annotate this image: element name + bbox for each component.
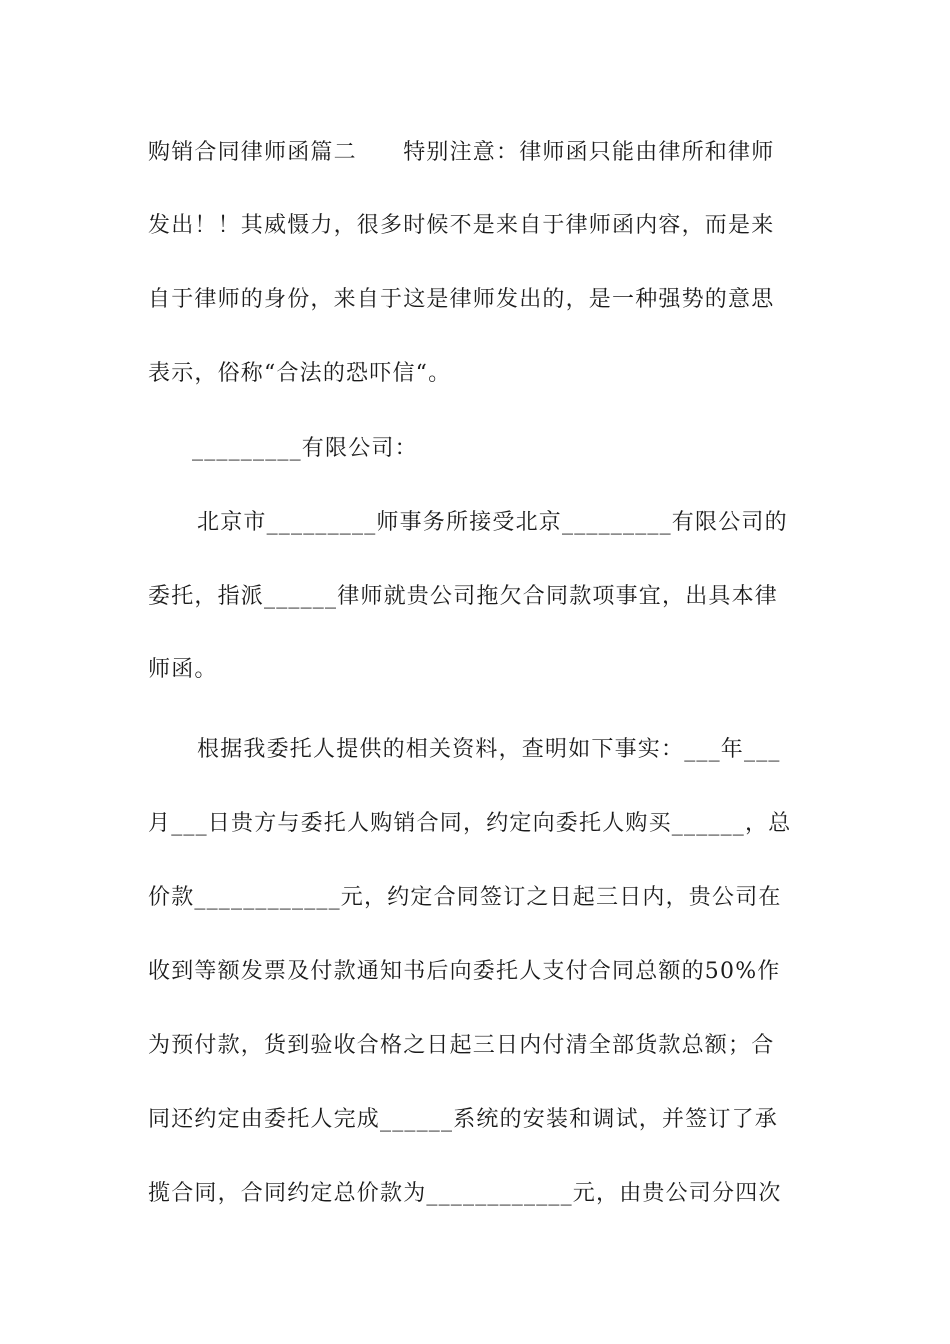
text-line: 价款____________元，约定合同签订之日起三日内，贵公司在 (148, 885, 782, 910)
text-line: 北京市_________师事务所接受北京_________有限公司的 (197, 510, 788, 535)
text-line: 收到等额发票及付款通知书后向委托人支付合同总额的50%作 (148, 959, 781, 984)
text-line: 同还约定由委托人完成______系统的安装和调试，并签订了承 (148, 1107, 779, 1132)
text-line: 委托，指派______律师就贵公司拖欠合同款项事宜，出具本律 (148, 584, 779, 609)
text-line: 师函。 (148, 657, 218, 682)
text-line: 揽合同，合同约定总价款为____________元，由贵公司分四次 (148, 1181, 782, 1206)
addressee-line: _________有限公司： (192, 436, 418, 461)
text-line: 月___日贵方与委托人购销合同，约定向委托人购买______，总 (148, 811, 792, 836)
text-line: 自于律师的身份，来自于这是律师发出的，是一种强势的意思 (148, 287, 775, 312)
text-line-title: 购销合同律师函篇二 特别注意：律师函只能由律所和律师 (148, 140, 775, 165)
text-line: 根据我委托人提供的相关资料，查明如下事实：___年___ (197, 737, 781, 762)
text-line: 表示，俗称“合法的恐吓信“。 (148, 361, 452, 386)
text-line: 发出！！其威慑力，很多时候不是来自于律师函内容，而是来 (148, 213, 775, 238)
text-line: 为预付款，货到验收合格之日起三日内付清全部货款总额；合 (148, 1033, 775, 1058)
